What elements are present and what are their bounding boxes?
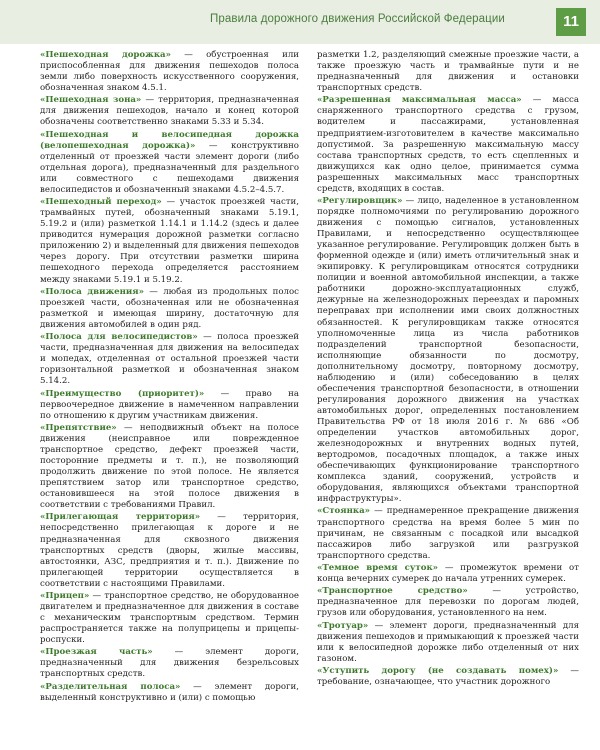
definition-term: «Проезжая часть» (40, 647, 153, 658)
definition-text: разметки 1.2, разделяющий смежные проезжие части, а также проезжую часть и трамвайные пути и не предназначенный для движения и остановки транспортных средств. (317, 50, 579, 94)
definition-term: «Пешеходная дорожка» (40, 50, 171, 60)
definition-entry (317, 586, 579, 619)
definition-entry (317, 563, 579, 585)
definition-term: «Препятствие» (40, 422, 117, 433)
definition-entry (40, 512, 299, 589)
definition-text: — территория, предназначенная для движения пешеходов, начало и конец которой обозначены соответственно знаками 5.33 и 5.34. (40, 95, 299, 128)
definition-text: — территория, непосредственно прилегающая к дороге и не предназначенная для сквозного движения транспортных средств (дворы, жилые массивы, автостоянки, АЗС, предприятия и т. п.). Движение по прилегающей территории осуществляется в соответствии с настоящими Правилами. (40, 512, 299, 589)
definition-text: — конструктивно отделенный от проезжей части элемент дороги (либо отдельная дорога), предназначенный для раздельного или совместного с пешеходами движения велосипедистов и обозначенный знаками 4.5.2–4.5.7. (40, 140, 299, 195)
definition-term: «Уступить дорогу (не создавать помех)» (317, 665, 559, 676)
definition-text: — элемент дороги, предназначенный для движения безрельсовых транспортных средств. (40, 647, 299, 680)
definition-text: — лицо, наделенное в установленном порядке полномочиями по регулированию дорожного движения с помощью сигналов, установленных Правилами, и непосредственно осуществляющее указанное регулирование. Регулировщик должен быть в форменной одежде и (или) иметь отличительный знак и экипировку. К регулировщикам относятся сотрудники полиции и военной автомобильной инспекции, а также работники дорожно-эксплуатационных служб, дежурные на железнодорожных переездах и паромных переправах при исполнении ими своих должностных обязанностей. К регулировщикам также относятся уполномоченные лица из числа работников подразделений транспортной безопасности, исполняющие обязанности по досмотру, дополнительному досмотру, повторному досмотру, наблюдению и (или) собеседованию в целях обеспечения транспортной безопасности, в отношении регулирования дорожного движения на участках автомобильных дорог, определенных постановлением Правительства РФ от 18 июля 2016 г. № 686 «Об определении участков автомобильных дорог, железнодорожных и внутренних водных путей, вертодромов, посадочных площадок, а также иных обеспечивающих функционирование транспортного комплекса зданий, сооружений, устройств и оборудования, являющихся объектами транспортной инфраструктуры». (317, 195, 579, 505)
definition-entry (40, 389, 299, 422)
definition-text: — участок проезжей части, трамвайных путей, обозначенный знаками 5.19.1, 5.19.2 и (или) разметкой 1.14.1 и 1.14.2 (здесь и далее приводится нумерация дорожной разметки согласно приложению 2) и выделенный для движения пешеходов через дорогу. При отсутствии разметки ширина пешеходного перехода определяется расстоянием между знаками 5.19.1 и 5.19.2. (40, 197, 299, 285)
definition-term: «Стоянка» (317, 506, 371, 517)
definition-entry (317, 95, 579, 194)
definition-entry (317, 50, 579, 94)
definition-entry (40, 50, 299, 94)
definition-entry (317, 621, 579, 665)
definition-entry (40, 130, 299, 196)
definition-term: «Разделительная полоса» (40, 681, 181, 692)
definition-text: — право на первоочередное движение в намеченном направлении по отношению к другим участникам движения. (40, 388, 299, 421)
definition-text: — масса снаряженного транспортного средства с грузом, водителем и пассажирами, установленная предприятием-изготовителем в качестве максимально допустимой. За разрешенную максимальную массу состава транспортных средств, то есть сцепленных и движущихся как одно целое, принимается сумма разрешенных максимальных масс транспортных средств, входящих в состав. (317, 95, 579, 194)
definition-text: — устройство, предназначенное для перевозки по дорогам людей, грузов или оборудования, установленного на нем. (317, 586, 579, 619)
definition-text: — транспортное средство, не оборудованное двигателем и предназначенное для движения в составе с механическим транспортным средством. Термин распространяется также на полуприцепы и прицепы-роспуски. (40, 590, 299, 646)
definition-term: «Регулировщик» (317, 195, 403, 206)
definition-text: — элемент дороги, предназначенный для движения пешеходов и примыкающий к проезжей части или к велосипедной дорожке либо отделенный от них газоном. (317, 620, 579, 664)
definition-text: — промежуток времени от конца вечерних сумерек до начала утренних сумерек. (317, 562, 579, 584)
definition-term: «Разрешенная максимальная масса» (317, 95, 522, 106)
definition-entry (40, 197, 299, 285)
definition-term: «Прилегающая территория» (40, 512, 201, 523)
definition-entry (317, 666, 579, 688)
definition-text: — обустроенная или приспособленная для движения пешеходов полоса земли либо поверхность искусственного сооружения, обозначенная знаком 4.5.1. (40, 50, 300, 94)
definition-entry (40, 647, 299, 680)
definition-entry (317, 506, 579, 561)
definition-entry (40, 682, 299, 704)
definition-term: «Полоса движения» (40, 286, 144, 297)
definition-text: — неподвижный объект на полосе движения (неисправное или поврежденное транспортное средство, дефект проезжей части, посторонние предметы и т. п.), не позволяющий продолжить движение по этой полосе. Не является препятствием затор или транспортное средство, остановившееся на этой полосе движения в соответствии с требованиями Правил. (40, 422, 299, 511)
definition-text: — преднамеренное прекращение движения транспортного средства на время более 5 мин по причинам, не связанным с посадкой или высадкой пассажиров либо загрузкой или разгрузкой транспортного средства. (317, 506, 579, 561)
definition-term: «Прицеп» (40, 590, 90, 601)
definition-text: — элемент дороги, выделенный конструктивно и (или) с помощью (40, 681, 299, 703)
page-header (0, 0, 600, 44)
definition-term: «Пешеходная и велосипедная дорожка (велопешеходная дорожка)» (40, 129, 299, 151)
page-number: 11 (556, 8, 586, 36)
definition-term: «Пешеходная зона» (40, 95, 142, 106)
definition-term: «Тротуар» (317, 620, 369, 631)
definition-term: «Пешеходный переход» (40, 197, 162, 208)
definition-entry (40, 95, 299, 128)
definition-term: «Преимущество (приоритет)» (40, 388, 205, 399)
definition-text: — полоса проезжей части, предназначенная для движения на велосипедах и мопедах, отделенная от остальной проезжей части горизонтальной разметкой и обозначенная знаком 5.14.2. (40, 332, 300, 387)
left-column (40, 50, 299, 705)
definition-text: — требование, означающее, что участник дорожного (317, 665, 579, 687)
definition-entry (317, 196, 579, 505)
right-column (317, 50, 579, 689)
definition-entry (40, 332, 299, 387)
running-title: Правила дорожного движения Российской Федерации (210, 13, 505, 25)
definition-term: «Темное время суток» (317, 562, 439, 573)
definition-term: «Полоса для велосипедистов» (40, 332, 198, 343)
definition-term: «Транспортное средство» (317, 586, 468, 597)
definition-entry (40, 591, 299, 646)
definition-entry (40, 287, 299, 331)
definition-text: — любая из продольных полос проезжей части, обозначенная или не обозначенная разметкой и имеющая ширину, достаточную для движения автомобилей в один ряд. (40, 286, 299, 330)
definition-entry (40, 423, 299, 511)
